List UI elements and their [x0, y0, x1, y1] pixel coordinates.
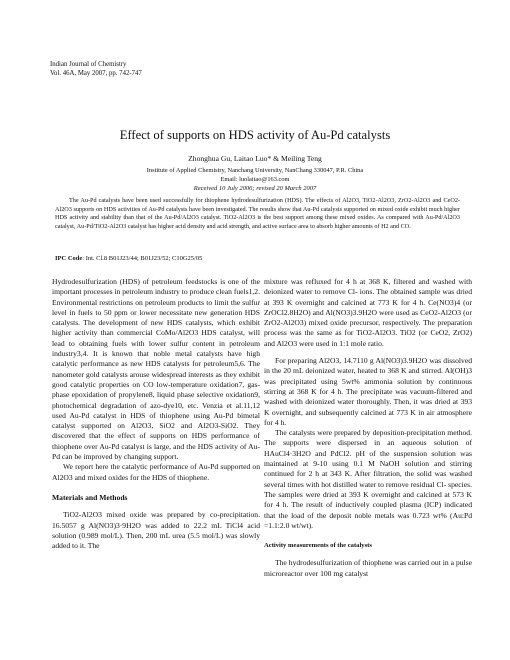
- ipc-code: [55, 255, 202, 262]
- intro-paragraph-2: We report here the catalytic performance of Au-Pd supported on Al2O3 and mixed oxides for the HDS of thiophene.: [52, 462, 260, 482]
- ipc-code-value: : Int. Cl.8 B01J23/44; B01J23/52; C10G25/05: [82, 255, 203, 262]
- body-column-right: [264, 277, 472, 579]
- section-heading-materials: Materials and Methods: [52, 492, 128, 502]
- received-dates: Received 10 July 2006; revised 20 March 2007: [193, 185, 317, 192]
- journal-header: [50, 60, 142, 78]
- materials-paragraph: TiO2-Al2O3 mixed oxide was prepared by co-precipitation. 16.5057 g Al(NO3)3·9H2O was added to 22.2 mL TiCl4 acid solution (0.989 mol/L). Then, 200 mL urea (5.5 mol/L) was slowly added to it. The: [52, 510, 260, 551]
- abstract: The Au-Pd catalysts have been used successfully for thiophene hydrodesulfurization (HDS). The effects of Al2O3, TiO2-Al2O3, ZrO2-Al2O3 and CeO2-Al2O3 supports on HDS activities of Au-Pd catalysts have been investigated. The results show that Au-Pd catalysts supported on mixed oxide exhibit much higher HDS activity and stability than that of the Au-Pd/Al2O3 catalyst. TiO2-Al2O3 is the best support among these mixed oxides. As compared with Au-Pd/Al2O3 catalyst, Au-Pd/TiO2-Al2O3 catalyst has higher acid density and acid strength, and active surface area to absorb higher amounts of H2 and CO.: [55, 197, 460, 231]
- author-affiliation-block: [0, 166, 510, 184]
- section-heading-activity: Activity measurements of the catalysts: [264, 542, 372, 550]
- activity-paragraph: The hydrodesulfurization of thiophene was carried out in a pulse microreactor over 100 mg catalyst: [264, 558, 472, 578]
- materials-paragraph-cont: mixture was refluxed for 4 h at 368 K, filtered and washed with deionized water to remove Cl- ions. The obtained sample was dried at 393 K overnight and calcined at 773 K for 4 h. Ce(NO3)4 (or ZrOCl2.8H2O) and Al(NO3)3.9H2O were used as CeO2-Al2O3 (or ZrO2-Al2O3) mixed oxide precursor, respectively. The preparation process was the same as for TiO2-Al2O3. TiO2 (or CeO2, ZrO2) and Al2O3 were used in 1:1 mole ratio.: [264, 277, 472, 348]
- alumina-prep-paragraph: For preparing Al2O3, 14.7110 g Al(NO3)3.9H2O was dissolved in the 20 mL deionized water, heated to 368 K and stirred. Al(OH)3 was precipitated using 5wt% ammonia solution by continuous stirring at 368 K for 4 h. The precipitate was vacuum-filtered and washed with deionized water thoroughly. Then, it was dried at 393 K overnight, and subsequently calcined at 773 K in air atmosphere for 4 h.: [264, 356, 472, 427]
- intro-paragraph: Hydrodesulfurization (HDS) of petroleum feedstocks is one of the important processes in petroleum industry to produce clean fuels1,2. Environmental restrictions on petroleum products to limit the sulfur level in fuels to 50 ppm or lower necessitate new generation HDS catalysts. The development of new HDS catalysts, which exhibit higher activity than commercial CoMo/Al2O3 HDS catalyst, will lead to obtaining fuels with lower sulfur content in petroleum industry3,4. It is known that noble metal catalysts have high catalytic performance as new HDS catalysts for petroleum5,6. The nanometer gold catalysts arouse widespread interests as they exhibit good catalytic properties on CO low-temperature oxidation7, gas-phase epoxidation of propylene8, liquid phase selective oxidation9, photochemical degradation of azo-dye10, etc. Venzia et al.11,12 used Au-Pd catalyst in HDS of thiophene using Au-Pd bimetal catalyst supported on Al2O3, SiO2 and Al2O3-SiO2. They discovered that the effect of supports on HDS performance of thiophene over Au-Pd catalyst is large, and the HDS activity of Au-Pd can be improved by changing support.: [52, 277, 260, 462]
- article-authors: Zhonghua Gu, Laitao Luo* & Meiling Teng: [188, 154, 322, 163]
- ipc-code-label: IPC Code: [55, 255, 83, 262]
- catalyst-prep-paragraph: The catalysts were prepared by deposition-precipitation method. The supports were dispersed in an aqueous solution of HAuCl4·3H2O and PdCl2. pH of the suspension solution was maintained at 9-10 using 0.1 M NaOH solution and stirring continued for 2 h at 343 K. After filtration, the solid was washed several times with hot distilled water to remove residual Cl- species. The samples were dried at 393 K overnight and calcined at 573 K for 4 h. The result of inductively coupled plasma (ICP) indicated that the load of the deposit noble metals was 0.723 wt% (Au:Pd =1.1:2.0 wt/wt).: [264, 428, 472, 530]
- journal-volume: Vol. 46A, May 2007, pp. 742-747: [50, 70, 142, 77]
- body-column-left: [52, 277, 260, 551]
- author-email: Email: luolaitao@163.com: [220, 176, 290, 183]
- affiliation: Institute of Applied Chemistry, Nanchang University, NanChang 330047, P.R. China: [146, 167, 364, 174]
- journal-name: Indian Journal of Chemistry: [50, 61, 127, 68]
- article-title: Effect of supports on HDS activity of Au-Pd catalysts: [119, 128, 391, 142]
